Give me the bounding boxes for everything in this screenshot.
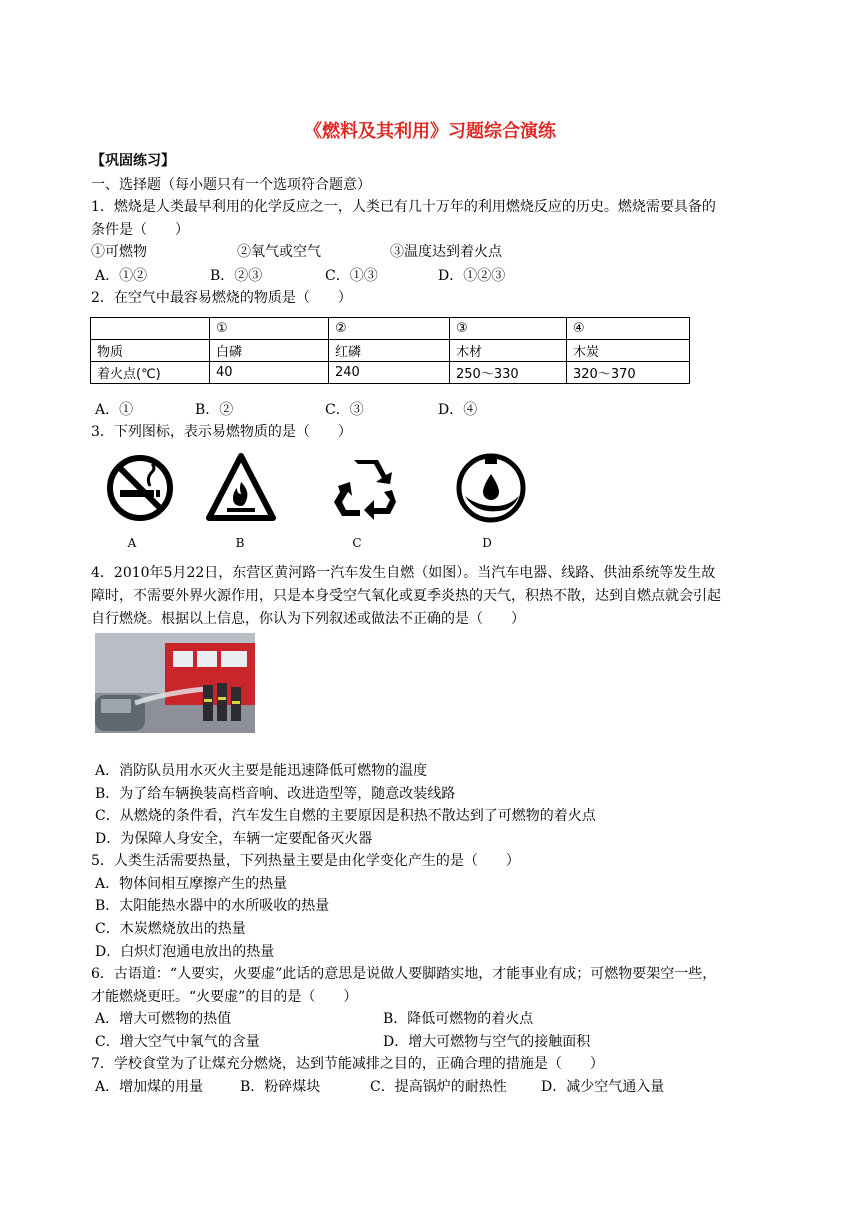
q4-option: A．消防队员用水灭火主要是能迅速降低可燃物的温度: [95, 763, 428, 779]
table-cell: 240: [329, 362, 450, 384]
icon-label-a: A: [127, 536, 137, 550]
icon-label-b: B: [235, 536, 245, 550]
table-cell: 木炭: [567, 340, 690, 362]
ignition-point-table: [90, 317, 690, 384]
q4-stem-line1: 4．2010年5月22日，东营区黄河路一汽车发生自燃（如图）。当汽车电器、线路、供油系统等发生故: [91, 565, 716, 581]
part-heading: 一、选择题（每小题只有一个选项符合题意）: [91, 177, 371, 193]
q1-item: ③温度达到着火点: [390, 244, 502, 260]
q1-item: ①可燃物: [91, 244, 147, 260]
q6-option: C．增大空气中氧气的含量: [95, 1034, 260, 1050]
q6-option: B．降低可燃物的着火点: [383, 1011, 534, 1027]
q1-option: D．①②③: [438, 268, 506, 284]
q1-option: B．②③: [210, 268, 263, 284]
section-heading: 【巩固练习】: [91, 153, 175, 169]
table-row: [91, 340, 690, 362]
q5-option: B．太阳能热水器中的水所吸收的热量: [95, 898, 330, 914]
table-cell: 木材: [450, 340, 567, 362]
q1-item: ②氧气或空气: [237, 244, 321, 260]
q5-stem: 5．人类生活需要热量，下列热量主要是由化学变化产生的是（ ）: [91, 853, 520, 869]
q1-stem-line1: 1．燃烧是人类最早利用的化学反应之一，人类已有几十万年的利用燃烧反应的历史。燃烧需要具备的: [91, 199, 716, 215]
q2-option: B．②: [195, 402, 234, 418]
table-cell: ①: [210, 318, 329, 340]
table-cell: ④: [567, 318, 690, 340]
q6-stem-line1: 6．古语道：“人要实，火要虚”此话的意思是说做人要脚踏实地，才能事业有成；可燃物要架空一些，: [91, 966, 717, 982]
q1-option: C．①③: [325, 268, 378, 284]
table-cell: 250～330: [450, 362, 567, 384]
table-cell: 着火点(℃): [91, 362, 210, 384]
q4-stem-line3: 自行燃烧。根据以上信息，你认为下列叙述或做法不正确的是（ ）: [91, 611, 525, 627]
q2-option: A．①: [95, 402, 134, 418]
q4-option: D．为保障人身安全，车辆一定要配备灭火器: [95, 831, 373, 847]
icon-label-d: D: [482, 536, 492, 550]
q5-option: D．白炽灯泡通电放出的热量: [95, 944, 275, 960]
table-row: [91, 362, 690, 384]
table-cell: 物质: [91, 340, 210, 362]
q2-stem: 2．在空气中最容易燃烧的物质是（ ）: [91, 290, 352, 306]
table-cell: 红磷: [329, 340, 450, 362]
q1-stem-line2: 条件是（ ）: [91, 222, 189, 238]
q2-option: C．③: [325, 402, 364, 418]
table-cell: [91, 318, 210, 340]
q6-option: A．增大可燃物的热值: [95, 1011, 232, 1027]
q5-option: A．物体间相互摩擦产生的热量: [95, 876, 288, 892]
q3-stem: 3．下列图标，表示易燃物质的是（ ）: [91, 424, 352, 440]
table-cell: 320～370: [567, 362, 690, 384]
q7-option: C．提高锅炉的耐热性: [370, 1079, 507, 1095]
no-smoking-icon: [104, 452, 176, 524]
table-row: [91, 318, 690, 340]
table-cell: ③: [450, 318, 567, 340]
table-cell: ②: [329, 318, 450, 340]
table-cell: 白磷: [210, 340, 329, 362]
q1-option: A．①②: [95, 268, 148, 284]
q7-stem: 7．学校食堂为了让煤充分燃烧，达到节能减排之目的，正确合理的措施是（ ）: [91, 1056, 604, 1072]
q3-icon-row: [100, 452, 520, 552]
q5-option: C．木炭燃烧放出的热量: [95, 921, 246, 937]
icon-label-c: C: [352, 536, 362, 550]
q2-option: D．④: [438, 402, 478, 418]
flammable-warning-icon: [205, 452, 277, 524]
recycle-icon: [330, 452, 402, 524]
q6-option: D．增大可燃物与空气的接触面积: [383, 1034, 591, 1050]
q7-option: D．减少空气通入量: [541, 1079, 665, 1095]
q4-option: B．为了给车辆换装高档音响、改进造型等，随意改装线路: [95, 786, 456, 802]
q4-stem-line2: 障时，不需要外界火源作用，只是本身受空气氧化或夏季炎热的天气，积热不散，达到自燃点就会引起: [91, 588, 721, 604]
document-title: 《燃料及其利用》习题综合演练: [304, 121, 556, 142]
q4-option: C．从燃烧的条件看，汽车发生自燃的主要原因是积热不散达到了可燃物的着火点: [95, 808, 596, 824]
car-fire-photo: [95, 633, 255, 733]
q6-stem-line2: 才能燃烧更旺。“火要虚”的目的是（ ）: [91, 989, 358, 1005]
q7-option: A．增加煤的用量: [95, 1079, 204, 1095]
q7-option: B．粉碎煤块: [240, 1079, 321, 1095]
corrosive-icon: [455, 452, 527, 524]
table-cell: 40: [210, 362, 329, 384]
